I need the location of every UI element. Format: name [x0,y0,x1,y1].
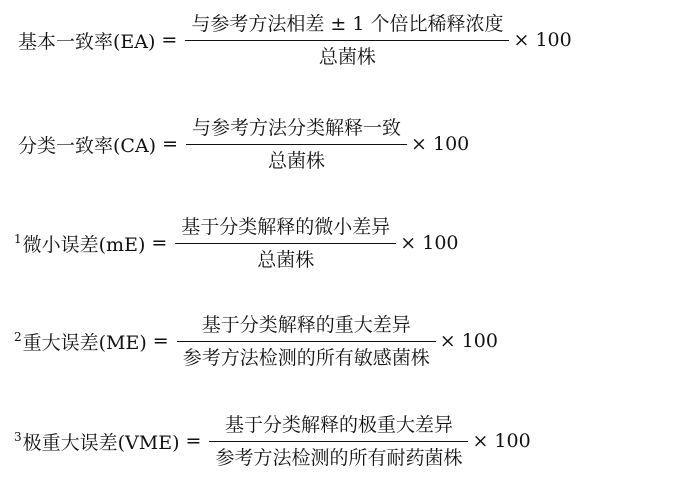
formula-name [18,131,156,158]
numerator: 基于分类解释的极重大差异 [224,413,453,436]
denominator: 参考方法检测的所有敏感菌株 [182,346,430,369]
multiplier: × 100 [411,133,470,155]
multiplier: × 100 [472,430,531,452]
formula-name [14,230,145,257]
multiplier: × 100 [400,232,459,254]
equals-sign: = [151,232,168,254]
multiplier: × 100 [439,330,498,352]
formula-name-text: 极重大误差(VME) [22,431,180,454]
formula-name [18,27,155,54]
denominator: 总菌株 [268,149,326,172]
numerator: 与参考方法相差 ± 1 个倍比稀释浓度 [191,12,504,35]
formula-minor-error [14,208,459,278]
equals-sign: = [161,29,178,51]
formula-essential-agreement [18,5,572,75]
equals-sign: = [152,330,169,352]
fraction [177,312,436,371]
denominator: 总菌株 [257,248,315,271]
footnote-superscript: 1 [14,231,22,246]
equals-sign: = [162,133,179,155]
numerator: 基于分类解释的重大差异 [201,313,411,336]
formula-category-agreement [18,109,469,179]
fraction [209,412,468,471]
formula-very-major-error [14,406,531,476]
formula-name-text: 分类一致率(CA) [18,134,157,157]
formula-name [14,328,147,355]
numerator: 与参考方法分类解释一致 [192,116,402,139]
formula-name [14,428,180,455]
fraction [175,214,396,273]
numerator: 基于分类解释的微小差异 [181,215,391,238]
equals-sign: = [185,430,202,452]
formula-major-error [14,306,498,376]
formula-name-text: 基本一致率(EA) [18,30,156,53]
fraction [185,11,509,70]
denominator: 总菌株 [318,45,376,68]
formula-name-text: 微小误差(mE) [22,233,146,256]
denominator: 参考方法检测的所有耐药菌株 [215,446,463,469]
fraction [186,115,407,174]
formula-name-text: 重大误差(ME) [22,331,147,354]
footnote-superscript: 3 [14,429,22,444]
footnote-superscript: 2 [14,329,22,344]
multiplier: × 100 [513,29,572,51]
